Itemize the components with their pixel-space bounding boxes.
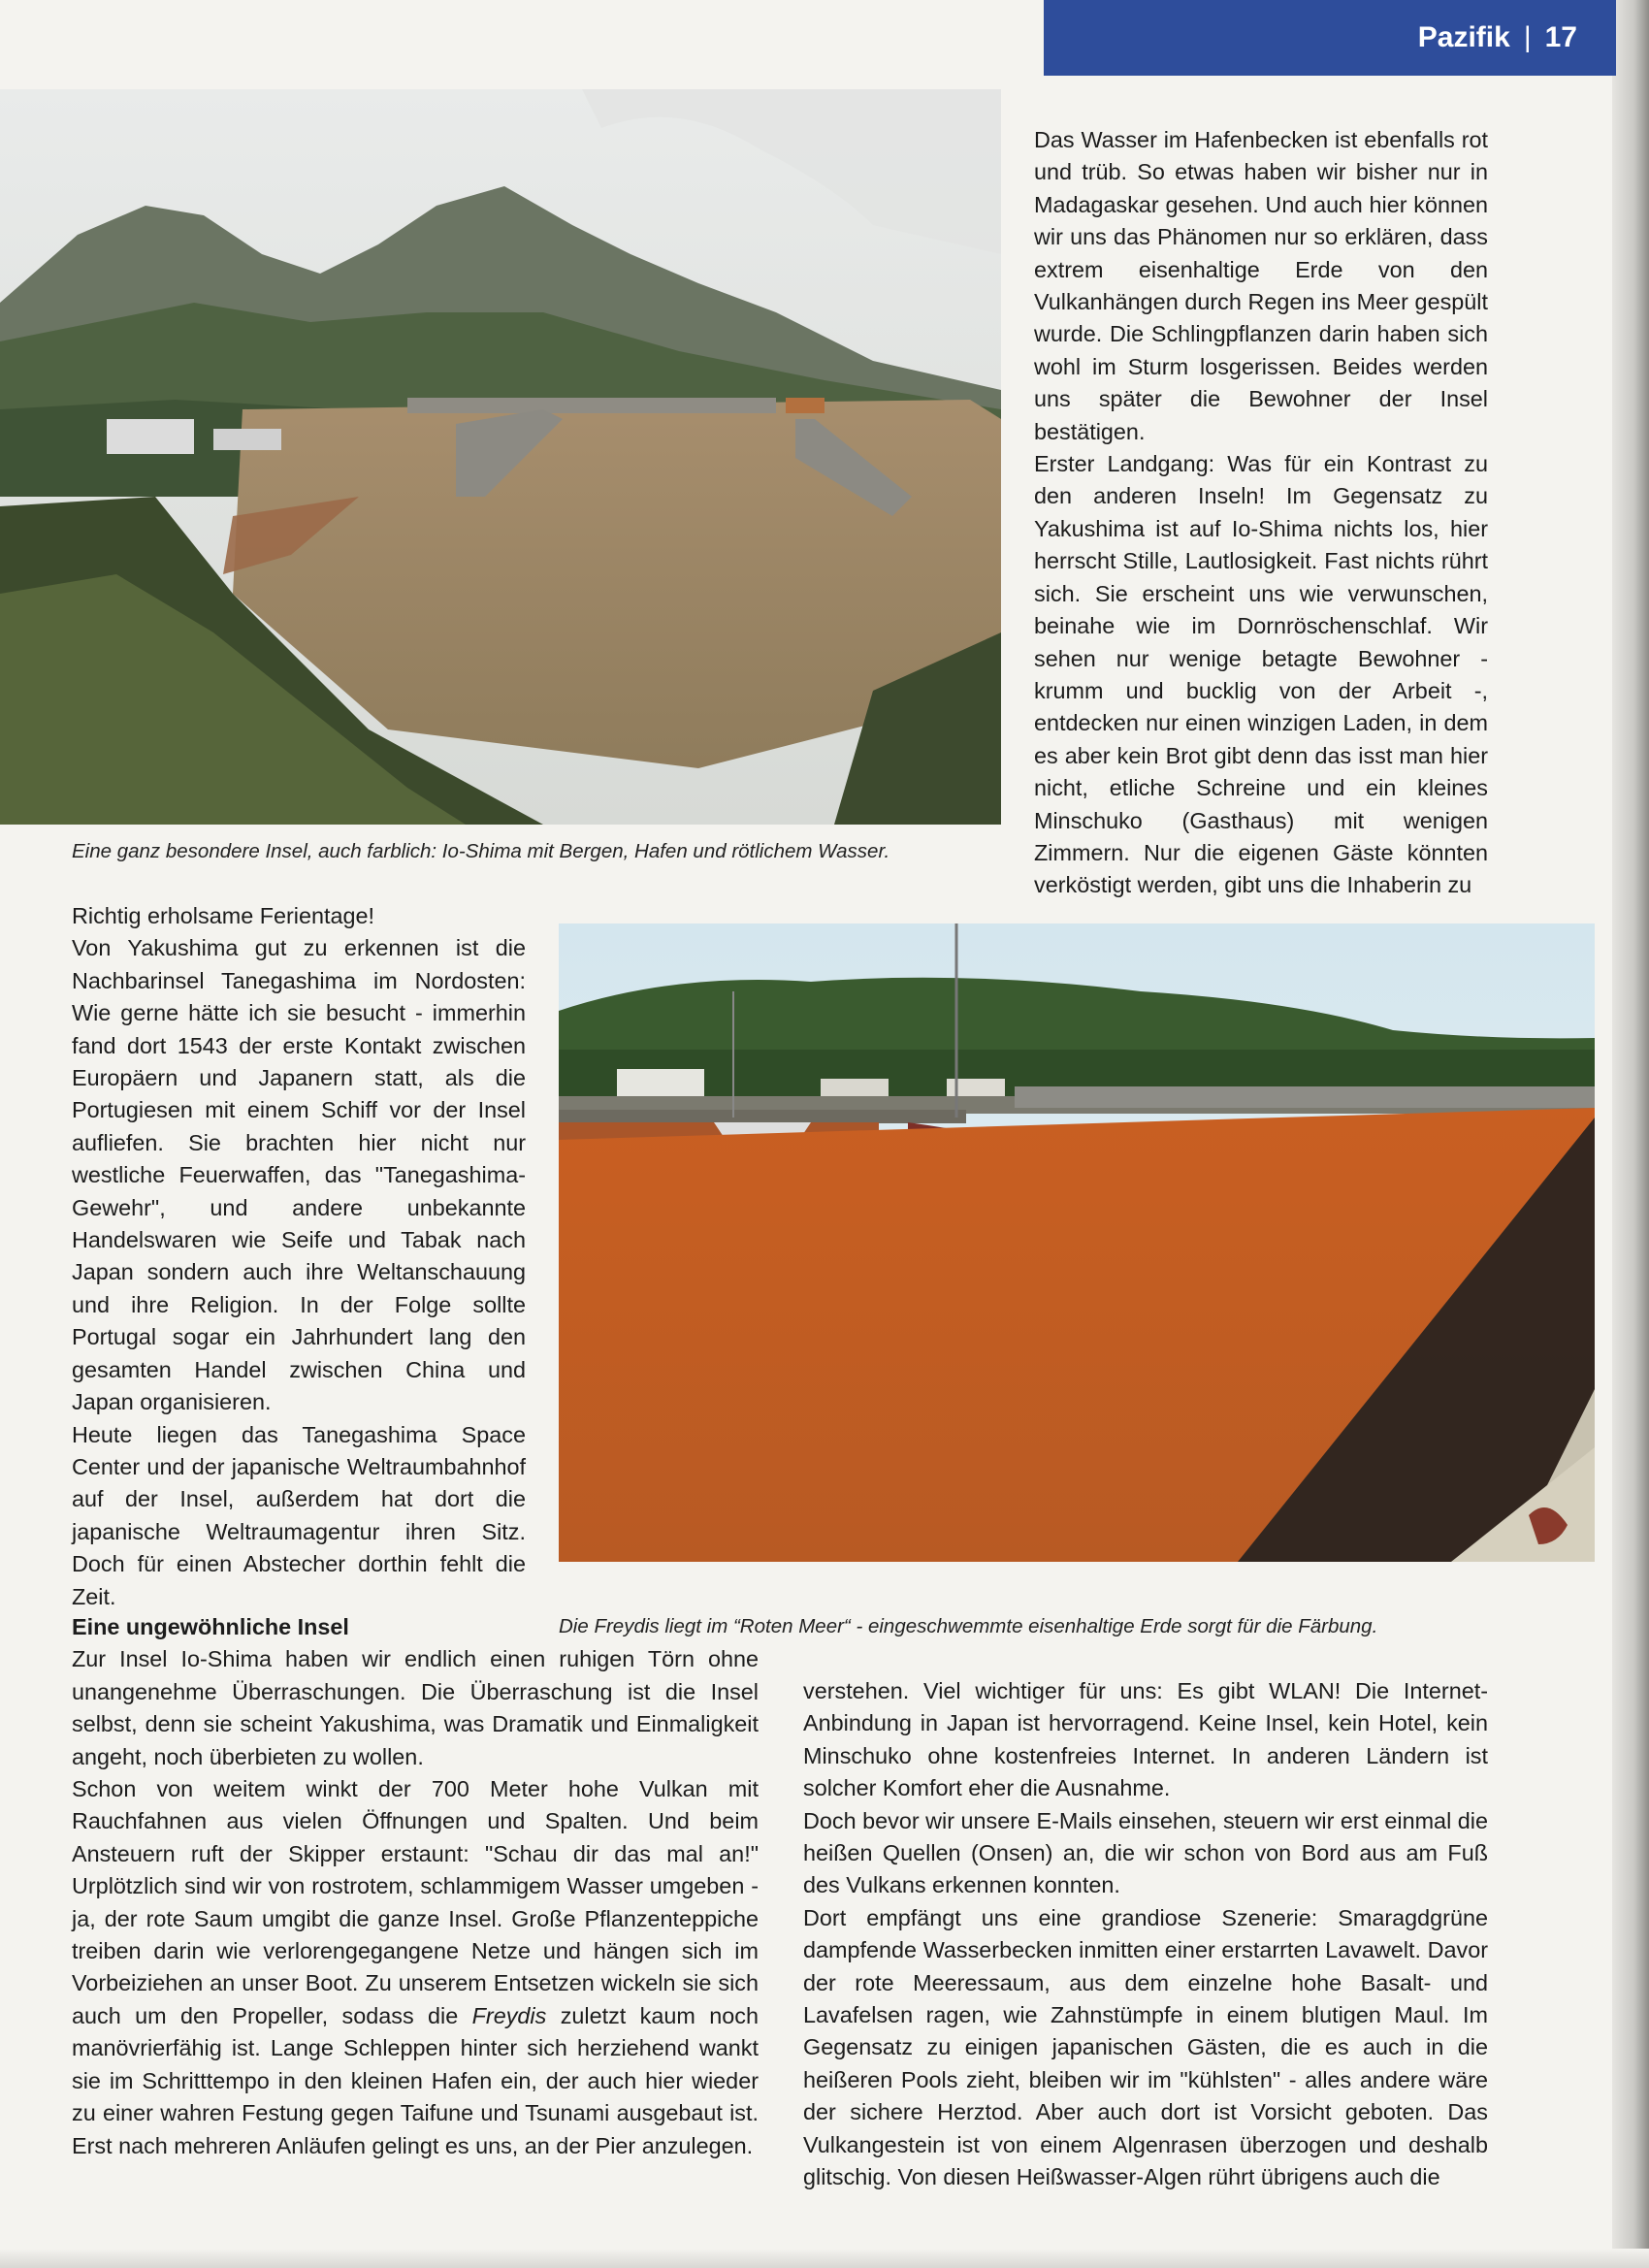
boat-name: Freydis	[471, 2002, 547, 2028]
paragraph	[72, 1773, 759, 2162]
article-column-right-bottom	[803, 1675, 1488, 2194]
paragraph: Richtig erholsame Ferientage!	[72, 903, 375, 928]
section-title: Pazifik	[1417, 21, 1510, 53]
section-heading: Eine ungewöhnliche Insel	[72, 1614, 349, 1639]
page-edge-shadow	[1612, 0, 1649, 2268]
article-column-left-bottom	[72, 1611, 759, 2162]
paragraph: Doch bevor wir unsere E-Mails einsehen, steuern wir erst einmal die heißen Quellen (Onsen) an, die wir schon von Bord aus am Fuß des Vulkans erkennen konnten.	[803, 1807, 1488, 1898]
harbor-landscape-photo	[0, 89, 1001, 825]
paragraph: Von Yakushima gut zu erkennen ist die Nachbarinsel Tanegashima im Nordosten: Wie gerne hätte ich sie besucht - immerhin fand dort 1543 der erste Kontakt zwischen Europäern und Japanern statt, als die Portugiesen mit einem Schiff vor der Insel aufliefen. Sie brachten hier nicht nur westliche Feuerwaffen, das "Tanegashima-Gewehr", und andere unbekannte Handelswaren wie Seife und Tabak nach Japan sondern auch ihre Weltanschauung und ihre Religion. In der Folge sollte Portugal sogar ein Jahrhundert lang den gesamten Handel zwischen China und Japan organisieren.	[72, 935, 526, 1415]
paragraph-text: zuletzt kaum noch manövrierfähig ist. Lange Schleppen hinter sich herziehend wankt sie im Schritttempo in den kleinen Hafen ein, der auch hier wieder zu einer wahren Festung gegen Taifune und Tsunami ausgebaut ist. Erst nach mehreren Anläufen gelingt es uns, an der Pier anzulegen.	[72, 2002, 759, 2158]
article-column-right-top	[1034, 124, 1488, 902]
paragraph: Dort empfängt uns eine grandiose Szenerie: Smaragdgrüne dampfende Wasserbecken inmitten einer erstarrten Lavawelt. Davor der rote Meeressaum, aus dem einzelne hohe Basalt- und Lavafelsen ragen, wie Zahnstümpfe in einem blutigen Maul. Im Gegensatz zu einigen japanischen Gästen, die es auch in die heißeren Pools zieht, bleiben wir im "kühlsten" - alles andere wäre der sichere Herztod. Aber auch dort ist Vorsicht geboten. Das Vulkangestein ist von einem Algenrasen überzogen und deshalb glitschig. Von diesen Heißwasser-Algen rührt übrigens auch die	[803, 1904, 1488, 2190]
article-column-left-middle	[72, 900, 526, 1613]
paragraph-text: Schon von weitem winkt der 700 Meter hohe Vulkan mit Rauchfahnen aus vielen Öffnungen und Spalten. Und beim Ansteuern ruft der Skipper erstaunt: "Schau dir das mal an!" Urplötzlich sind wir von rostrotem, schlammigem Wasser umgeben - ja, der rote Saum umgibt die ganze Insel. Große Pflanzenteppiche treiben darin wie verlorengegangene Netze und hängen sich im Vorbeiziehen an unser Boot. Zu unserem Entsetzen wickeln sie sich auch um den Propeller, sodass die	[72, 1776, 759, 2028]
middle-photo-caption: Die Freydis liegt im “Roten Meer“ - eingeschwemmte eisenhaltige Erde sorgt für die Färbung.	[559, 1615, 1378, 1637]
paragraph: Zur Insel Io-Shima haben wir endlich einen ruhigen Törn ohne unangenehme Überraschungen. Die Überraschung ist die Insel selbst, denn sie scheint Yakushima, was Dramatik und Einmaligkeit angeht, noch überbieten zu wollen.	[72, 1646, 759, 1769]
paragraph: Erster Landgang: Was für ein Kontrast zu den anderen Inseln! Im Gegensatz zu Yakushima ist auf Io-Shima nichts los, hier herrscht Stille, Lautlosigkeit. Fast nichts rührt sich. Sie erscheint uns wie verwunschen, beinahe wie im Dornröschenschlaf. Wir sehen nur wenige betagte Bewohner - krumm und bucklig von der Arbeit -, entdecken nur einen winzigen Laden, in dem es aber kein Brot gibt denn das isst man hier nicht, etliche Schreine und ein kleines Minschuko (Gasthaus) mit wenigen Zimmern. Nur die eigenen Gäste könnten verköstigt werden, gibt uns die Inhaberin zu	[1034, 451, 1488, 898]
page-number: 17	[1544, 21, 1577, 53]
paragraph: Das Wasser im Hafenbecken ist ebenfalls rot und trüb. So etwas haben wir bisher nur in Madagaskar gesehen. Und auch hier können wir uns das Phänomen nur so erklären, dass extrem eisenhaltige Erde von den Vulkanhängen durch Regen ins Meer gespült wurde. Die Schlingpflanzen darin haben sich wohl im Sturm losgerissen. Beides werden uns später die Bewohner der Insel bestätigen.	[1034, 127, 1488, 444]
paragraph: Heute liegen das Tanegashima Space Center und der japanische Weltraumbahnhof auf der Insel, außerdem hat dort die japanische Weltraumagentur ihren Sitz. Doch für einen Abstecher dorthin fehlt die Zeit.	[72, 1421, 526, 1609]
section-header-bar	[1044, 0, 1616, 76]
top-photo-caption: Eine ganz besondere Insel, auch farblich: Io-Shima mit Bergen, Hafen und rötlichem Wasser.	[72, 840, 890, 862]
header-separator: |	[1523, 21, 1532, 53]
paragraph: verstehen. Viel wichtiger für uns: Es gibt WLAN! Die Internet-Anbindung in Japan ist hervorragend. Keine Insel, kein Hotel, kein Minschuko ohne kostenfreies Internet. In anderen Ländern ist solcher Komfort eher die Ausnahme.	[803, 1678, 1488, 1801]
page-bottom-shadow	[0, 2249, 1649, 2268]
red-harbor-photo	[559, 923, 1595, 1562]
